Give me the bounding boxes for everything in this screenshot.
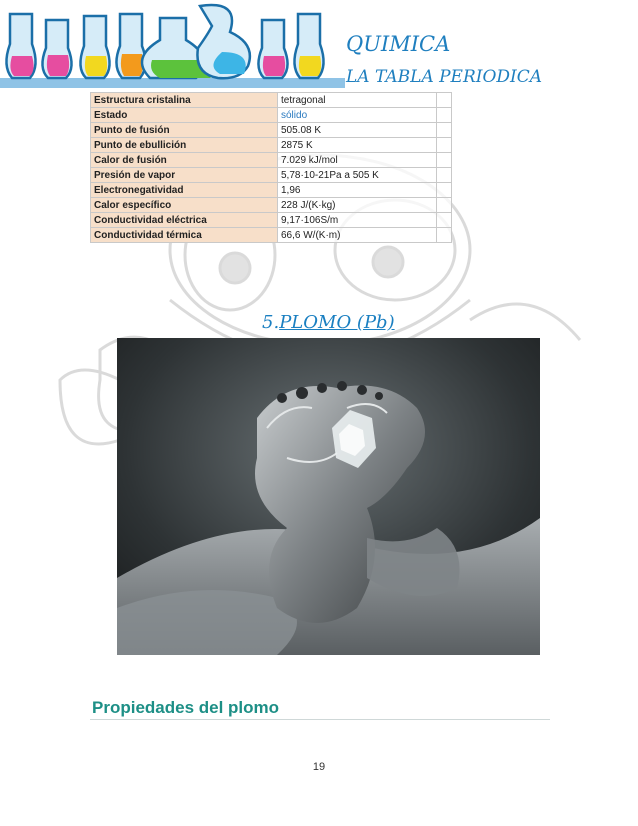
property-value: 505.08 K bbox=[278, 123, 437, 138]
property-label: Calor específico bbox=[91, 198, 278, 213]
empty-cell bbox=[437, 138, 452, 153]
table-row bbox=[91, 123, 452, 138]
property-label: Calor de fusión bbox=[91, 153, 278, 168]
property-value: 66,6 W/(K·m) bbox=[278, 228, 437, 243]
table-row bbox=[91, 153, 452, 168]
table-row bbox=[91, 168, 452, 183]
property-value: 2875 K bbox=[278, 138, 437, 153]
section-title-text: PLOMO (Pb) bbox=[279, 312, 395, 333]
page-number: 19 bbox=[312, 761, 326, 773]
property-label: Punto de ebullición bbox=[91, 138, 278, 153]
empty-cell bbox=[437, 123, 452, 138]
section-title bbox=[262, 312, 395, 333]
properties-table bbox=[90, 92, 452, 243]
header-title: QUIMICA bbox=[346, 32, 451, 56]
empty-cell bbox=[437, 183, 452, 198]
empty-cell bbox=[437, 93, 452, 108]
property-label: Electronegatividad bbox=[91, 183, 278, 198]
property-label: Punto de fusión bbox=[91, 123, 278, 138]
property-value: 228 J/(K·kg) bbox=[278, 198, 437, 213]
table-row bbox=[91, 138, 452, 153]
table-row bbox=[91, 198, 452, 213]
property-value: 7.029 kJ/mol bbox=[278, 153, 437, 168]
property-label: Presión de vapor bbox=[91, 168, 278, 183]
empty-cell bbox=[437, 168, 452, 183]
table-row bbox=[91, 183, 452, 198]
subheading-propiedades: Propiedades del plomo bbox=[92, 698, 280, 717]
property-label: Estructura cristalina bbox=[91, 93, 278, 108]
header-flasks-illustration bbox=[0, 0, 345, 92]
empty-cell bbox=[437, 228, 452, 243]
section-number: 5. bbox=[262, 312, 280, 333]
empty-cell bbox=[437, 213, 452, 228]
table-row bbox=[91, 108, 452, 123]
property-value: 9,17·106S/m bbox=[278, 213, 437, 228]
header-subtitle: LA TABLA PERIODICA bbox=[346, 67, 543, 87]
property-value: 1,96 bbox=[278, 183, 437, 198]
empty-cell bbox=[437, 153, 452, 168]
heading-rule bbox=[90, 719, 550, 720]
lead-mineral-photo bbox=[117, 338, 540, 655]
property-label: Conductividad eléctrica bbox=[91, 213, 278, 228]
property-value: tetragonal bbox=[278, 93, 437, 108]
property-label: Conductividad térmica bbox=[91, 228, 278, 243]
empty-cell bbox=[437, 198, 452, 213]
table-row bbox=[91, 228, 452, 243]
property-value: 5,78·10-21Pa a 505 K bbox=[278, 168, 437, 183]
empty-cell bbox=[437, 108, 452, 123]
table-row bbox=[91, 93, 452, 108]
property-value[interactable]: sólido bbox=[278, 108, 437, 123]
property-label: Estado bbox=[91, 108, 278, 123]
table-row bbox=[91, 213, 452, 228]
